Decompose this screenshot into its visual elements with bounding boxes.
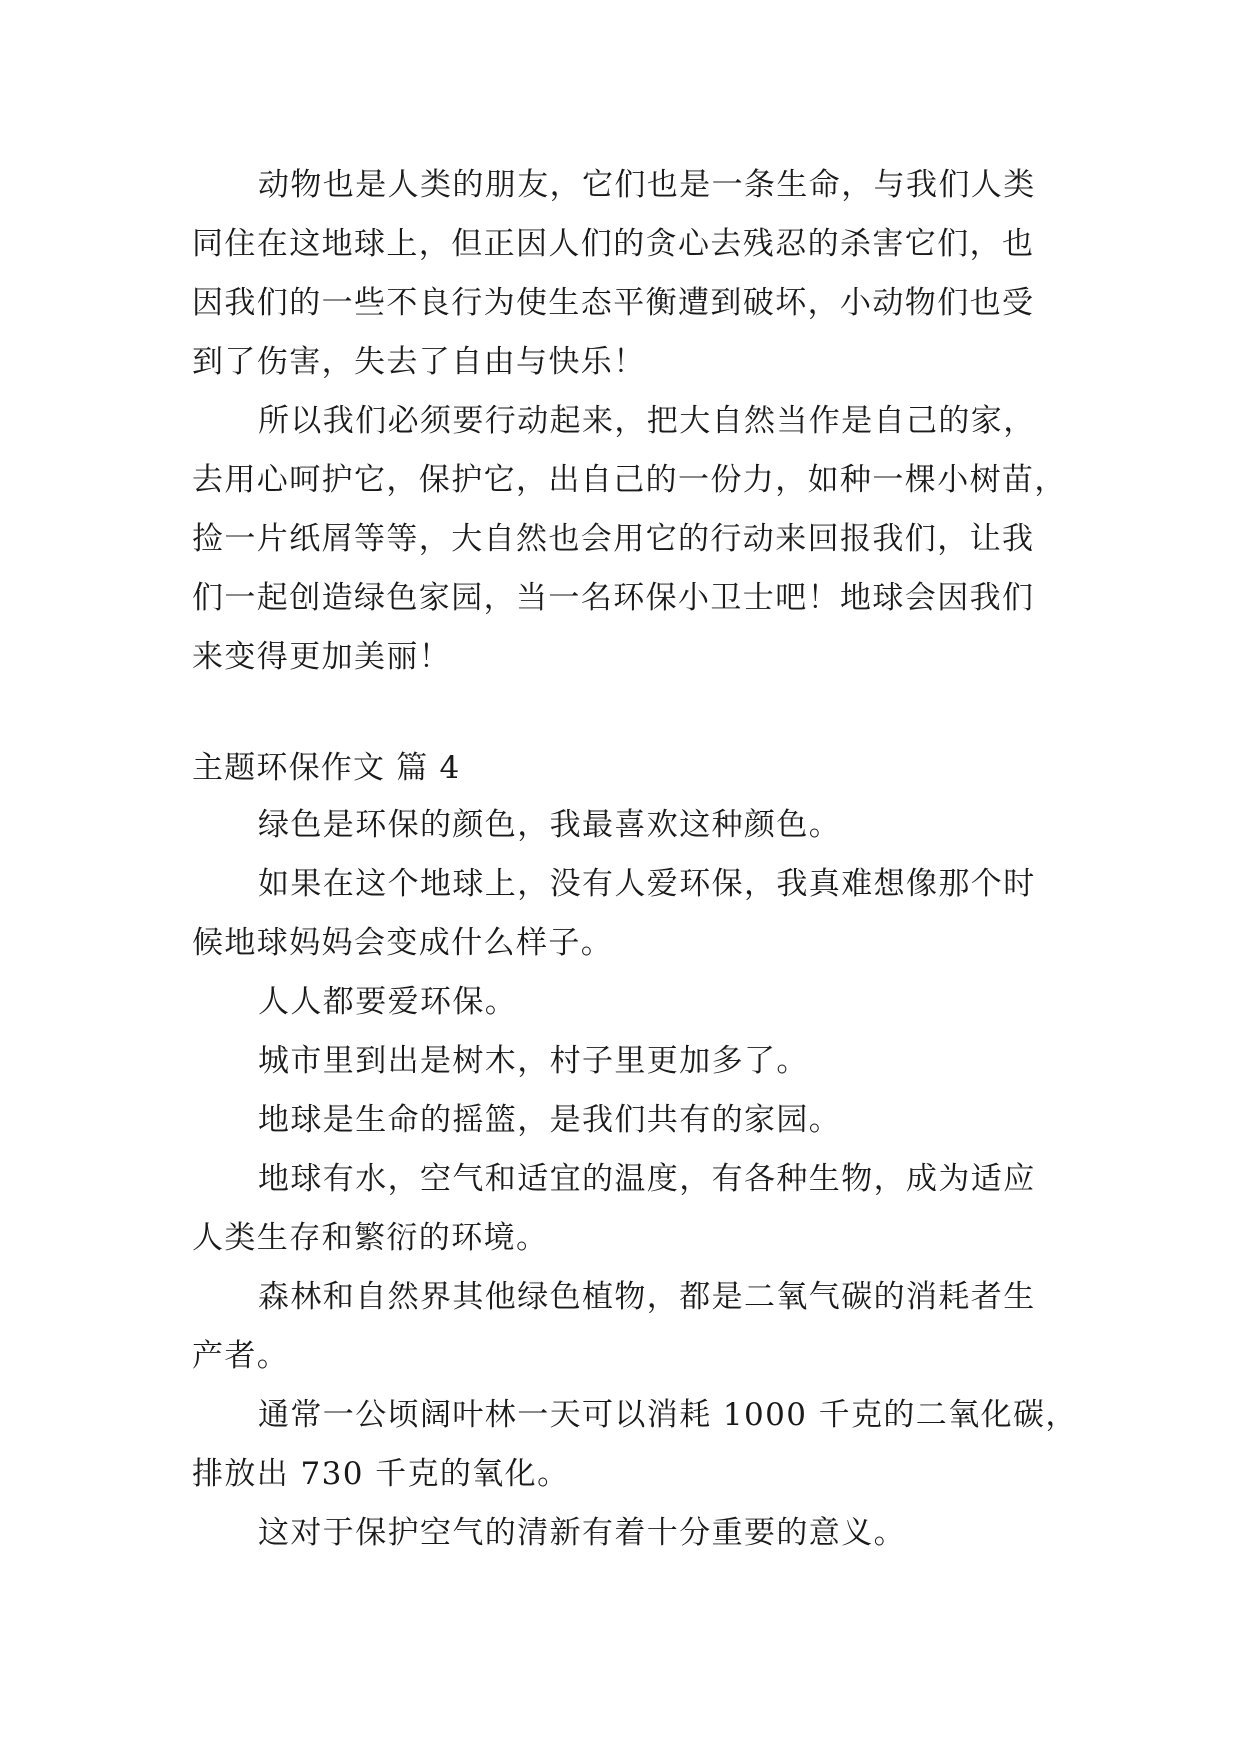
paragraph-line: 通常一公顷阔叶林一天可以消耗 1000 千克的二氧化碳， bbox=[258, 1397, 1078, 1433]
paragraph-line: 来变得更加美丽！ bbox=[192, 639, 452, 675]
paragraph-line: 排放出 730 千克的氧化。 bbox=[192, 1456, 570, 1492]
paragraph-line: 同住在这地球上，但正因人们的贪心去残忍的杀害它们，也 bbox=[192, 226, 1035, 262]
paragraph-line: 地球是生命的摇篮，是我们共有的家园。 bbox=[258, 1102, 842, 1138]
section-heading: 主题环保作文 篇 4 bbox=[192, 750, 461, 786]
paragraph-line: 们一起创造绿色家园，当一名环保小卫士吧！地球会因我们 bbox=[192, 580, 1035, 616]
paragraph-line: 这对于保护空气的清新有着十分重要的意义。 bbox=[258, 1515, 906, 1551]
paragraph-line: 到了伤害，失去了自由与快乐！ bbox=[192, 344, 646, 380]
paragraph-line: 因我们的一些不良行为使生态平衡遭到破坏，小动物们也受 bbox=[192, 285, 1035, 321]
paragraph-line: 人类生存和繁衍的环境。 bbox=[192, 1220, 549, 1256]
paragraph-line: 人人都要爱环保。 bbox=[258, 984, 518, 1020]
paragraph-line: 候地球妈妈会变成什么样子。 bbox=[192, 925, 614, 961]
paragraph-line: 森林和自然界其他绿色植物，都是二氧气碳的消耗者生 bbox=[258, 1279, 1036, 1315]
paragraph-line: 去用心呵护它，保护它，出自己的一份力，如种一棵小树苗， bbox=[192, 462, 1067, 498]
paragraph-line: 地球有水，空气和适宜的温度，有各种生物，成为适应 bbox=[258, 1161, 1036, 1197]
paragraph-line: 城市里到出是树木，村子里更加多了。 bbox=[258, 1043, 809, 1079]
paragraph-line: 捡一片纸屑等等，大自然也会用它的行动来回报我们，让我 bbox=[192, 521, 1035, 557]
paragraph-line: 所以我们必须要行动起来，把大自然当作是自己的家， bbox=[258, 403, 1036, 439]
paragraph-line: 产者。 bbox=[192, 1338, 290, 1374]
paragraph-line: 如果在这个地球上，没有人爱环保，我真难想像那个时 bbox=[258, 866, 1036, 902]
paragraph-line: 绿色是环保的颜色，我最喜欢这种颜色。 bbox=[258, 807, 842, 843]
paragraph-line: 动物也是人类的朋友，它们也是一条生命，与我们人类 bbox=[258, 167, 1036, 203]
